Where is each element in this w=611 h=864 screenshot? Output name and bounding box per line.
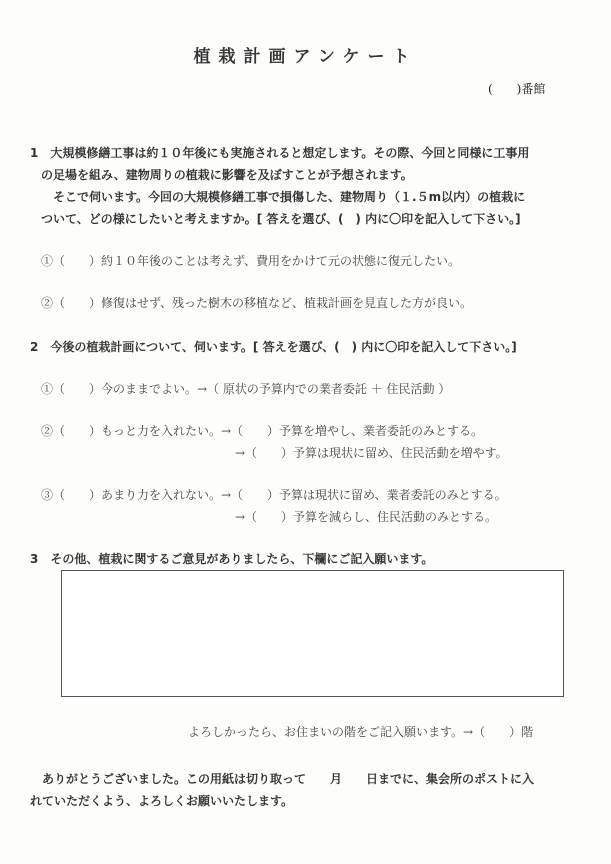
closing-line1: ありがとうございました。この用紙は切り取って 月 日までに、集会所のポストに入 [30,772,535,786]
q1-option-2[interactable]: ②（ ）修復はせず、残った樹木の移植など、植栽計画を見直した方が良い。 [41,296,473,310]
q1-text-line1: 1 大規模修繕工事は約１０年後にも実施されると想定します。その際、今回と同様に工事用 [30,146,530,160]
closing-line2: れていただくよう、よろしくお願いいたします。 [30,794,294,808]
q2-text-line1: 2 今後の植栽計画について、伺います。[ 答えを選び、( ) 内に〇印を記入して下さい。] [30,340,517,354]
q2-option-3[interactable]: ③（ ）あまり力を入れない。→（ ）予算は現状に留め、業者委託のみとする。 [41,488,507,502]
q2-option-2-sub[interactable]: →（ ）予算は現状に留め、住民活動を増やす。 [235,446,508,460]
q3-text-line1: 3 その他、植栽に関するご意見がありましたら、下欄にご記入願います。 [30,552,434,566]
building-number-field[interactable]: ( )番館 [488,82,546,96]
q1-text-line2: の足場を組み、建物周りの植栽に影響を及ぼすことが予想されます。 [41,168,413,182]
q2-option-3-sub[interactable]: →（ ）予算を減らし、住民活動のみとする。 [235,510,498,524]
q1-text-line3: そこで伺います。今回の大規模修繕工事で損傷した、建物周り（１.５m以内）の植栽に [41,190,526,204]
q2-option-1[interactable]: ①（ ）今のままでよい。→（ 原状の予算内での業者委託 ＋ 住民活動 ） [41,382,451,396]
floor-note[interactable]: よろしかったら、お住まいの階をご記入願います。→（ ）階 [188,725,534,739]
comment-box[interactable] [61,570,564,697]
q1-text-line4: ついて、どの様にしたいと考えますか。[ 答えを選び、( ) 内に〇印を記入して下さい。] [41,212,521,226]
q1-option-1[interactable]: ①（ ）約１０年後のことは考えず、費用をかけて元の状態に復元したい。 [41,254,461,268]
q2-option-2[interactable]: ②（ ）もっと力を入れたい。→（ ）予算を増やし、業者委託のみとする。 [41,424,484,438]
page-title: 植栽計画アンケート [193,47,418,67]
